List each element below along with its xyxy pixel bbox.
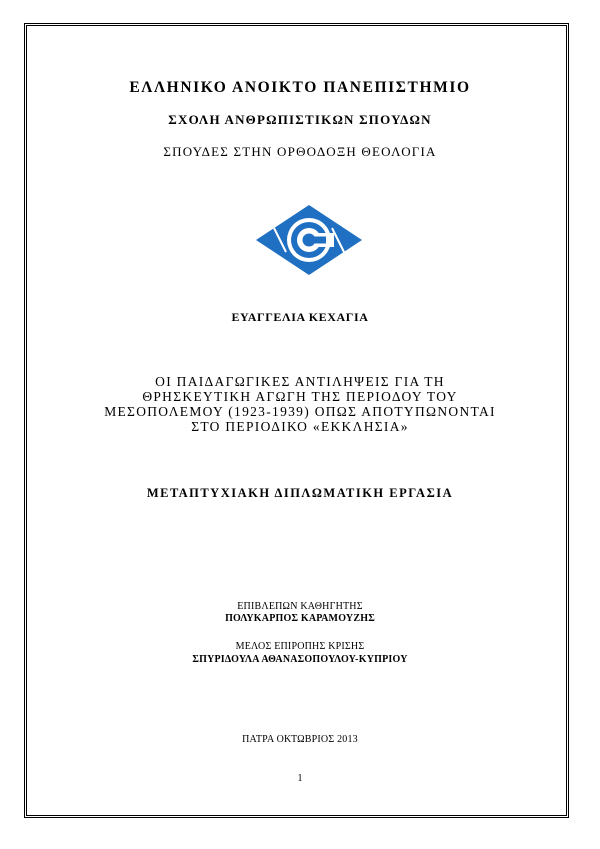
supervisor-name: ΠΟΛΥΚΑΡΠΟΣ ΚΑΡΑΜΟΥΖΗΣ (225, 613, 375, 624)
committee-member-name: ΣΠΥΡΙΔΟΥΛΑ ΑΘΑΝΑΣΟΠΟΥΛΟΥ-ΚΥΠΡΙΟΥ (192, 654, 408, 665)
university-emblem-icon (256, 205, 362, 275)
thesis-title-line: ΣΤΟ ΠΕΡΙΟΔΙΚΟ «ΕΚΚΛΗΣΙΑ» (191, 419, 409, 434)
thesis-title-line: ΟΙ ΠΑΙΔΑΓΩΓΙΚΕΣ ΑΝΤΙΛΗΨΕΙΣ ΓΙΑ ΤΗ (155, 374, 445, 389)
thesis-title-line: ΜΕΣΟΠΟΛΕΜΟΥ (1923-1939) ΟΠΩΣ ΑΠΟΤΥΠΩΝΟΝΤΑΙ (104, 404, 496, 419)
university-name: ΕΛΛΗΝΙΚΟ ΑΝΟΙΚΤΟ ΠΑΝΕΠΙΣΤΗΜΙΟ (129, 79, 471, 96)
page-number: 1 (297, 773, 303, 784)
school-name: ΣΧΟΛΗ ΑΝΘΡΩΠΙΣΤΙΚΩΝ ΣΠΟΥΔΩΝ (168, 112, 432, 127)
place-date: ΠΑΤΡΑ ΟΚΤΩΒΡΙΟΣ 2013 (242, 734, 358, 745)
thesis-type: ΜΕΤΑΠΤΥΧΙΑΚΗ ΔΙΠΛΩΜΑΤΙΚΗ ΕΡΓΑΣΙΑ (146, 486, 454, 500)
program-name: ΣΠΟΥΔΕΣ ΣΤΗΝ ΟΡΘΟΔΟΞΗ ΘΕΟΛΟΓΙΑ (163, 144, 437, 159)
committee-role: ΜΕΛΟΣ ΕΠΙΡΟΠΗΣ ΚΡΙΣΗΣ (235, 641, 365, 652)
thesis-title (0, 374, 600, 434)
author-name: ΕΥΑΓΓΕΛΙΑ ΚΕΧΑΓΙΑ (231, 310, 369, 324)
thesis-title-line: ΘΡΗΣΚΕΥΤΙΚΗ ΑΓΩΓΗ ΤΗΣ ΠΕΡΙΟΔΟΥ ΤΟΥ (142, 389, 458, 404)
supervisor-role: ΕΠΙΒΛΕΠΩΝ ΚΑΘΗΓΗΤΗΣ (237, 601, 363, 612)
